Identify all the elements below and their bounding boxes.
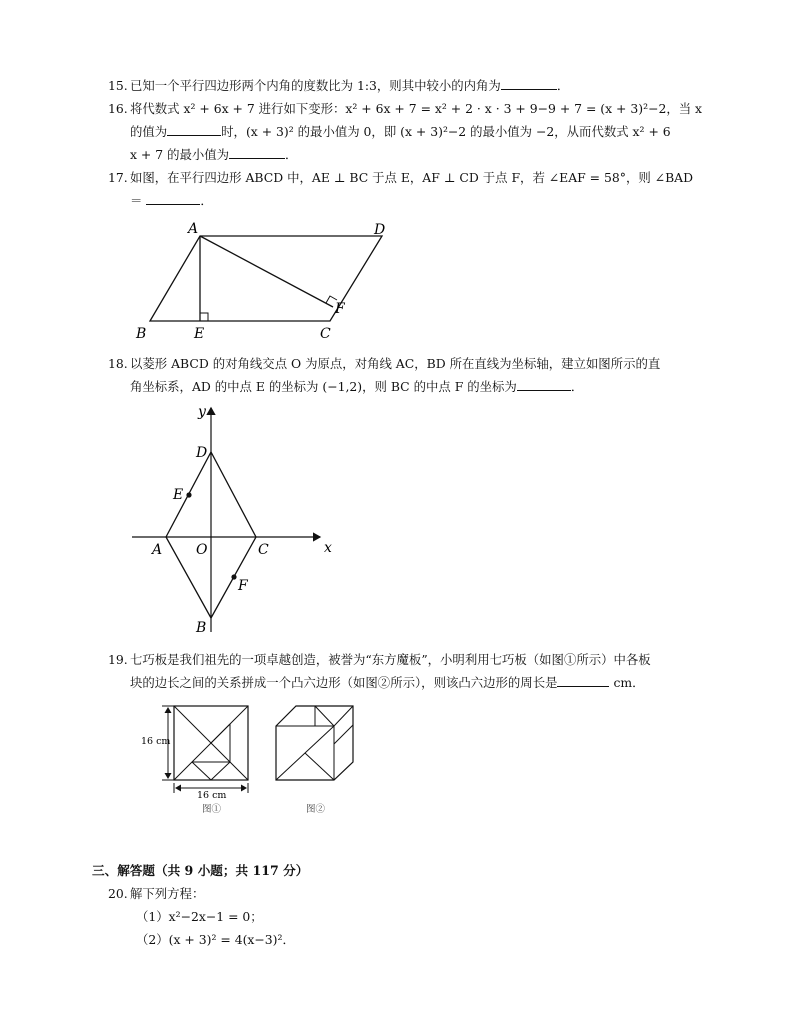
caption-figure-1: 图① (202, 804, 222, 815)
dim-label-vertical: 16 cm (141, 736, 171, 747)
label-a: A (152, 542, 163, 558)
parallelogram-abcd (150, 236, 382, 321)
label-a: A (188, 221, 199, 237)
question-text: x + 7 的最小值为 (130, 147, 230, 162)
label-f: F (238, 578, 248, 594)
tangram-hexagon (276, 706, 353, 780)
question-number: 15. (108, 78, 128, 93)
question-text: cm． (613, 675, 645, 690)
question-20-part-1: （1）x²−2x−1 = 0； (136, 909, 263, 924)
tangram-figures (140, 700, 370, 818)
question-16 (110, 97, 710, 166)
question-text: 的值为 (130, 124, 168, 139)
question-18 (110, 352, 710, 398)
label-b: B (196, 620, 207, 636)
question-17 (110, 166, 710, 212)
answer-blank[interactable] (557, 673, 609, 687)
question-text: 时，(x + 3)² 的最小值为 0，即 (x + 3)²−2 的最小值为 −2，从而代数式 x² + 6 (221, 124, 671, 139)
question-19 (110, 648, 710, 694)
right-angle-e (200, 313, 208, 321)
section-title: 三、解答题（共 9 小题；共 117 分） (92, 863, 309, 878)
label-b: B (136, 326, 147, 342)
answer-blank[interactable] (517, 377, 571, 391)
question-text: ． (570, 379, 584, 394)
dim-label-horizontal: 16 cm (197, 790, 227, 801)
question-line: 如图，在平行四边形 ABCD 中，AE ⊥ BC 于点 E，AF ⊥ CD 于点 F，若 ∠EAF = 58°，则 ∠BAD (130, 170, 694, 185)
question-20 (110, 882, 710, 905)
rhombus-coordinate-figure (128, 400, 338, 636)
question-line: 将代数式 x² + 6x + 7 进行如下变形：x² + 6x + 7 = x² + 2 · x · 3 + 9−9 + 7 = (x + 3)²−2，当 x (130, 101, 703, 116)
label-c: C (258, 542, 269, 558)
point-f (231, 574, 236, 579)
question-number: 19. (108, 652, 128, 667)
point-e (186, 492, 191, 497)
question-text: 块的边长之间的关系拼成一个凸六边形（如图②所示），则该凸六边形的周长是 (130, 675, 558, 690)
label-d: D (196, 445, 208, 461)
question-prompt: 解下列方程： (130, 886, 205, 901)
question-text: ． (285, 147, 298, 162)
label-y: y (198, 404, 206, 420)
question-15 (110, 74, 710, 97)
question-20-part-2: （2）(x + 3)² = 4(x−3)²． (136, 932, 295, 947)
answer-blank[interactable] (229, 145, 285, 159)
question-text: ． (200, 193, 213, 208)
question-text: 角坐标系，AD 的中点 E 的坐标为 (−1,2)，则 BC 的中点 F 的坐标为 (130, 379, 517, 394)
caption-figure-2: 图② (306, 804, 326, 815)
tangram-square (174, 706, 248, 780)
segment-af (200, 236, 333, 307)
punctuation: ． (556, 78, 570, 93)
parallelogram-figure (130, 216, 410, 346)
question-line: 以菱形 ABCD 的对角线交点 O 为原点，对角线 AC，BD 所在直线为坐标轴，建立如图所示的直 (130, 356, 661, 371)
question-number: 16. (108, 101, 128, 116)
question-line: 七巧板是我们祖先的一项卓越创造，被誉为“东方魔板”，小明利用七巧板（如图①所示）中各板 (130, 652, 651, 667)
answer-blank[interactable] (501, 76, 557, 90)
label-e: E (173, 487, 184, 503)
label-d: D (374, 222, 386, 238)
question-text: 已知一个平行四边形两个内角的度数比为 1:3，则其中较小的内角为 (130, 78, 501, 93)
answer-blank[interactable] (167, 122, 221, 136)
question-number: 17. (108, 170, 128, 185)
question-text: ＝ (130, 193, 143, 208)
question-number: 18. (108, 356, 128, 371)
label-c: C (320, 326, 331, 342)
answer-blank[interactable] (146, 191, 200, 205)
label-x: x (324, 540, 332, 556)
label-e: E (194, 326, 205, 342)
label-o: O (196, 542, 208, 558)
label-f: F (335, 301, 345, 317)
question-number: 20. (108, 886, 128, 901)
